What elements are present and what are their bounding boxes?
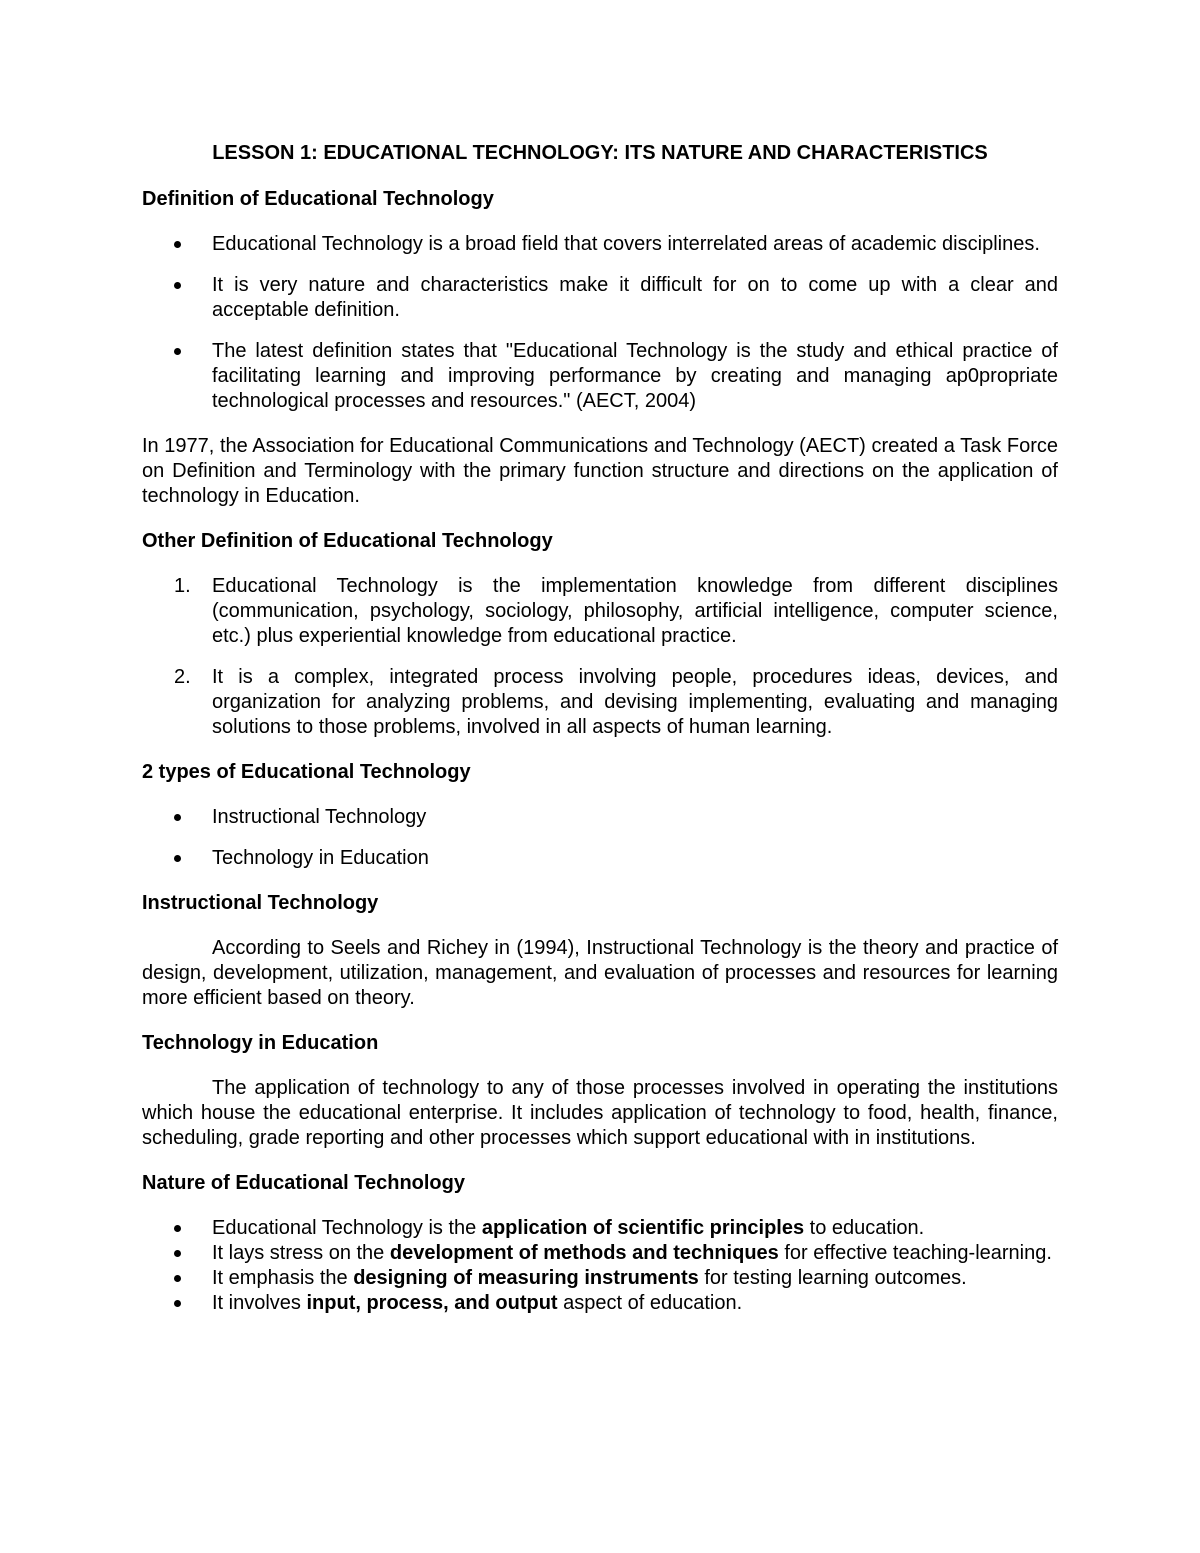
tech-in-education-heading: Technology in Education <box>142 1032 379 1054</box>
document-page <box>142 140 1058 1336</box>
numbered-item <box>142 574 1058 649</box>
bullet-text: Educational Technology is the <box>212 1217 482 1239</box>
nature-heading: Nature of Educational Technology <box>142 1172 465 1194</box>
other-definition-heading: Other Definition of Educational Technology <box>142 530 553 552</box>
numbered-item <box>142 665 1058 740</box>
bullet-text: It involves <box>212 1292 307 1314</box>
bullet-emphasis: designing of measuring instruments <box>353 1267 699 1289</box>
bullet-text: for testing learning outcomes. <box>698 1267 967 1289</box>
tech-in-education-paragraph: The application of technology to any of those processes involved in operating the institutions which house the educational enterprise. It includes application of technology to food, health, finance, scheduling, grade reporting and other processes which support educational with in institutions. <box>142 1077 1058 1149</box>
bullet-text: for effective teaching-learning. <box>778 1242 1052 1264</box>
types-bullet-list <box>142 805 1058 871</box>
lesson-title: LESSON 1: EDUCATIONAL TECHNOLOGY: ITS NATURE AND CHARACTERISTICS <box>212 142 988 164</box>
aect-paragraph: In 1977, the Association for Educational Communications and Technology (AECT) created a Task Force on Definition and Terminology with the primary function structure and directions on the application of technology in Education. <box>142 435 1058 507</box>
types-bullet: Technology in Education <box>142 846 1058 871</box>
item-number: 2. <box>174 666 191 688</box>
definition-bullet: The latest definition states that "Educational Technology is the study and ethical practice of facilitating learning and improving performance by creating and managing ap0propriate technological processes and resources." (AECT, 2004) <box>142 339 1058 414</box>
definition-bullet-list <box>142 232 1058 414</box>
definition-bullet: Educational Technology is a broad field that covers interrelated areas of academic disciplines. <box>142 232 1058 257</box>
definition-heading: Definition of Educational Technology <box>142 188 494 210</box>
other-definition-list <box>142 574 1058 740</box>
definition-bullet: It is very nature and characteristics make it difficult for on to come up with a clear and acceptable definition. <box>142 273 1058 323</box>
bullet-text: It lays stress on the <box>212 1242 390 1264</box>
instructional-heading: Instructional Technology <box>142 892 379 914</box>
nature-bullet <box>142 1291 1058 1316</box>
bullet-text: to education. <box>804 1217 925 1239</box>
bullet-emphasis: input, process, and output <box>306 1292 558 1314</box>
item-number: 1. <box>174 575 191 597</box>
types-heading: 2 types of Educational Technology <box>142 761 471 783</box>
bullet-text: It emphasis the <box>212 1267 354 1289</box>
bullet-emphasis: application of scientific principles <box>481 1217 805 1239</box>
nature-bullet-list <box>142 1216 1058 1316</box>
bullet-emphasis: development of methods and techniques <box>389 1242 779 1264</box>
nature-bullet <box>142 1241 1058 1266</box>
item-text: It is a complex, integrated process involving people, procedures ideas, devices, and organization for analyzing problems, and devising implementing, evaluating and managing solutions to those problems, involved in all aspects of human learning. <box>212 666 1058 738</box>
bullet-text: aspect of education. <box>557 1292 743 1314</box>
nature-bullet <box>142 1266 1058 1291</box>
types-bullet: Instructional Technology <box>142 805 1058 830</box>
item-text: Educational Technology is the implementation knowledge from different disciplines (communication, psychology, sociology, philosophy, artificial intelligence, computer science, etc.) plus experiential knowledge from educational practice. <box>212 575 1058 647</box>
nature-bullet <box>142 1216 1058 1241</box>
instructional-paragraph: According to Seels and Richey in (1994), Instructional Technology is the theory and practice of design, development, utilization, management, and evaluation of processes and resources for learning more efficient based on theory. <box>142 937 1058 1009</box>
